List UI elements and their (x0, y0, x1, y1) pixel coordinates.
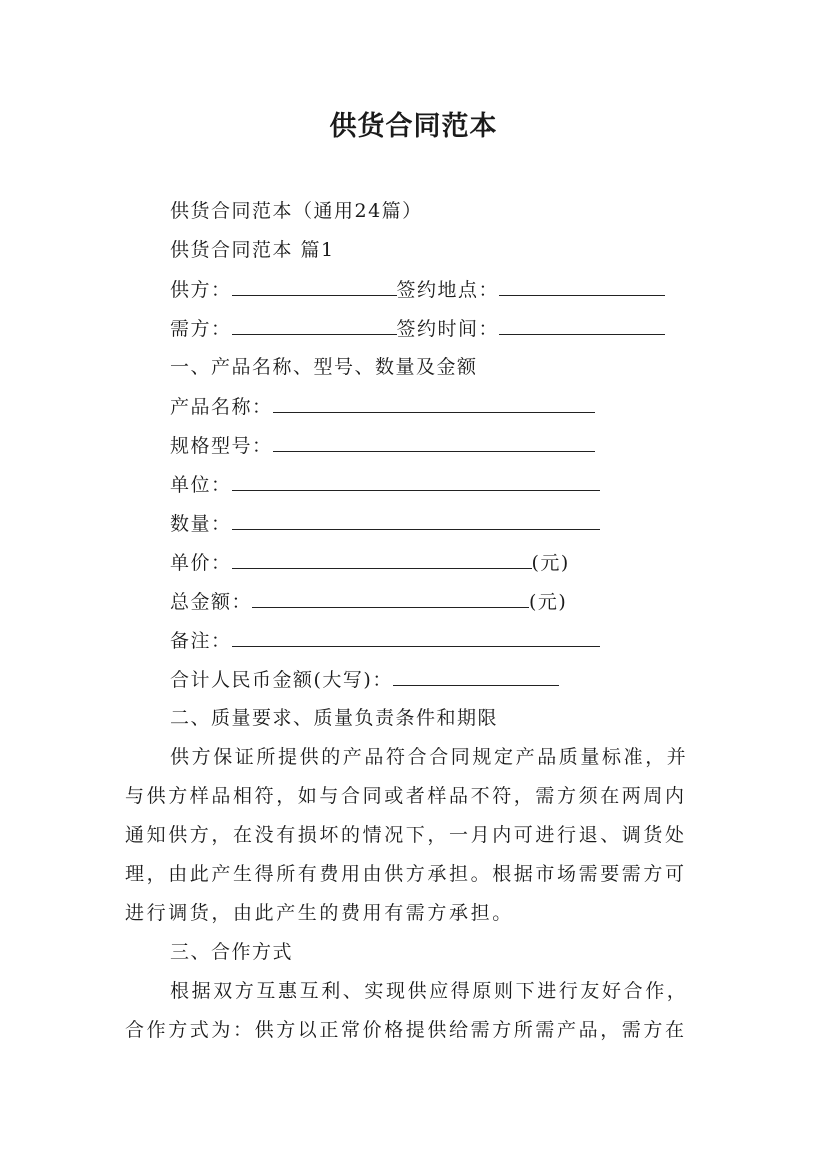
unit-price-blank (232, 550, 532, 569)
sign-place-label: 签约地点： (396, 279, 500, 301)
section2-heading: 二、质量要求、质量负责条件和期限 (170, 707, 499, 729)
remarks-blank (232, 628, 600, 647)
section3-paragraph-line: 合作方式为：供方以正常价格提供给需方所需产品，需方在 (125, 1019, 687, 1041)
sign-time-label: 签约时间： (396, 318, 500, 340)
section3-heading: 三、合作方式 (170, 941, 294, 963)
product-name-blank (273, 394, 595, 413)
unit-row (170, 472, 600, 497)
unit-label: 单位： (170, 474, 232, 496)
buyer-row (170, 316, 665, 341)
total-rmb-row (170, 667, 559, 692)
spec-model-label: 规格型号： (170, 435, 273, 457)
remarks-label: 备注： (170, 630, 232, 652)
supplier-label: 供方： (170, 279, 232, 301)
section2-paragraph-line: 通知供方，在没有损坏的情况下，一月内可进行退、调货处 (125, 824, 687, 846)
total-amount-row (170, 589, 567, 614)
buyer-blank (232, 316, 397, 335)
section2-paragraph-line: 供方保证所提供的产品符合合同规定产品质量标准，并 (170, 746, 689, 768)
total-rmb-label: 合计人民币金额(大写)： (170, 669, 393, 691)
section2-paragraph-line: 与供方样品相符，如与合同或者样品不符，需方须在两周内 (125, 785, 687, 807)
supplier-blank (232, 277, 397, 296)
sign-time-blank (499, 316, 665, 335)
buyer-label: 需方： (170, 318, 232, 340)
spec-model-row (170, 433, 595, 458)
product-name-label: 产品名称： (170, 396, 273, 418)
total-amount-blank (252, 589, 529, 608)
product-name-row (170, 394, 595, 419)
total-amount-suffix: (元) (529, 591, 568, 613)
unit-price-suffix: (元) (531, 552, 570, 574)
section3-paragraph-line: 根据双方互惠互利、实现供应得原则下进行友好合作， (170, 980, 689, 1002)
quantity-label: 数量： (170, 513, 232, 535)
document-title: 供货合同范本 (329, 111, 498, 142)
section2-paragraph-line: 进行调货，由此产生的费用有需方承担。 (125, 902, 514, 924)
article-heading: 供货合同范本 篇1 (170, 239, 335, 261)
total-rmb-blank (393, 667, 559, 686)
remarks-row (170, 628, 600, 653)
unit-price-row (170, 550, 570, 575)
unit-price-label: 单价： (170, 552, 232, 574)
section1-heading: 一、产品名称、型号、数量及金额 (170, 356, 478, 378)
section2-paragraph-line: 理，由此产生得所有费用由供方承担。根据市场需要需方可 (125, 863, 687, 885)
quantity-blank (232, 511, 600, 530)
spec-model-blank (273, 433, 595, 452)
subtitle: 供货合同范本（通用24篇） (170, 200, 423, 222)
unit-blank (232, 472, 600, 491)
total-amount-label: 总金额： (170, 591, 253, 613)
supplier-row (170, 277, 665, 302)
sign-place-blank (499, 277, 665, 296)
quantity-row (170, 511, 600, 536)
